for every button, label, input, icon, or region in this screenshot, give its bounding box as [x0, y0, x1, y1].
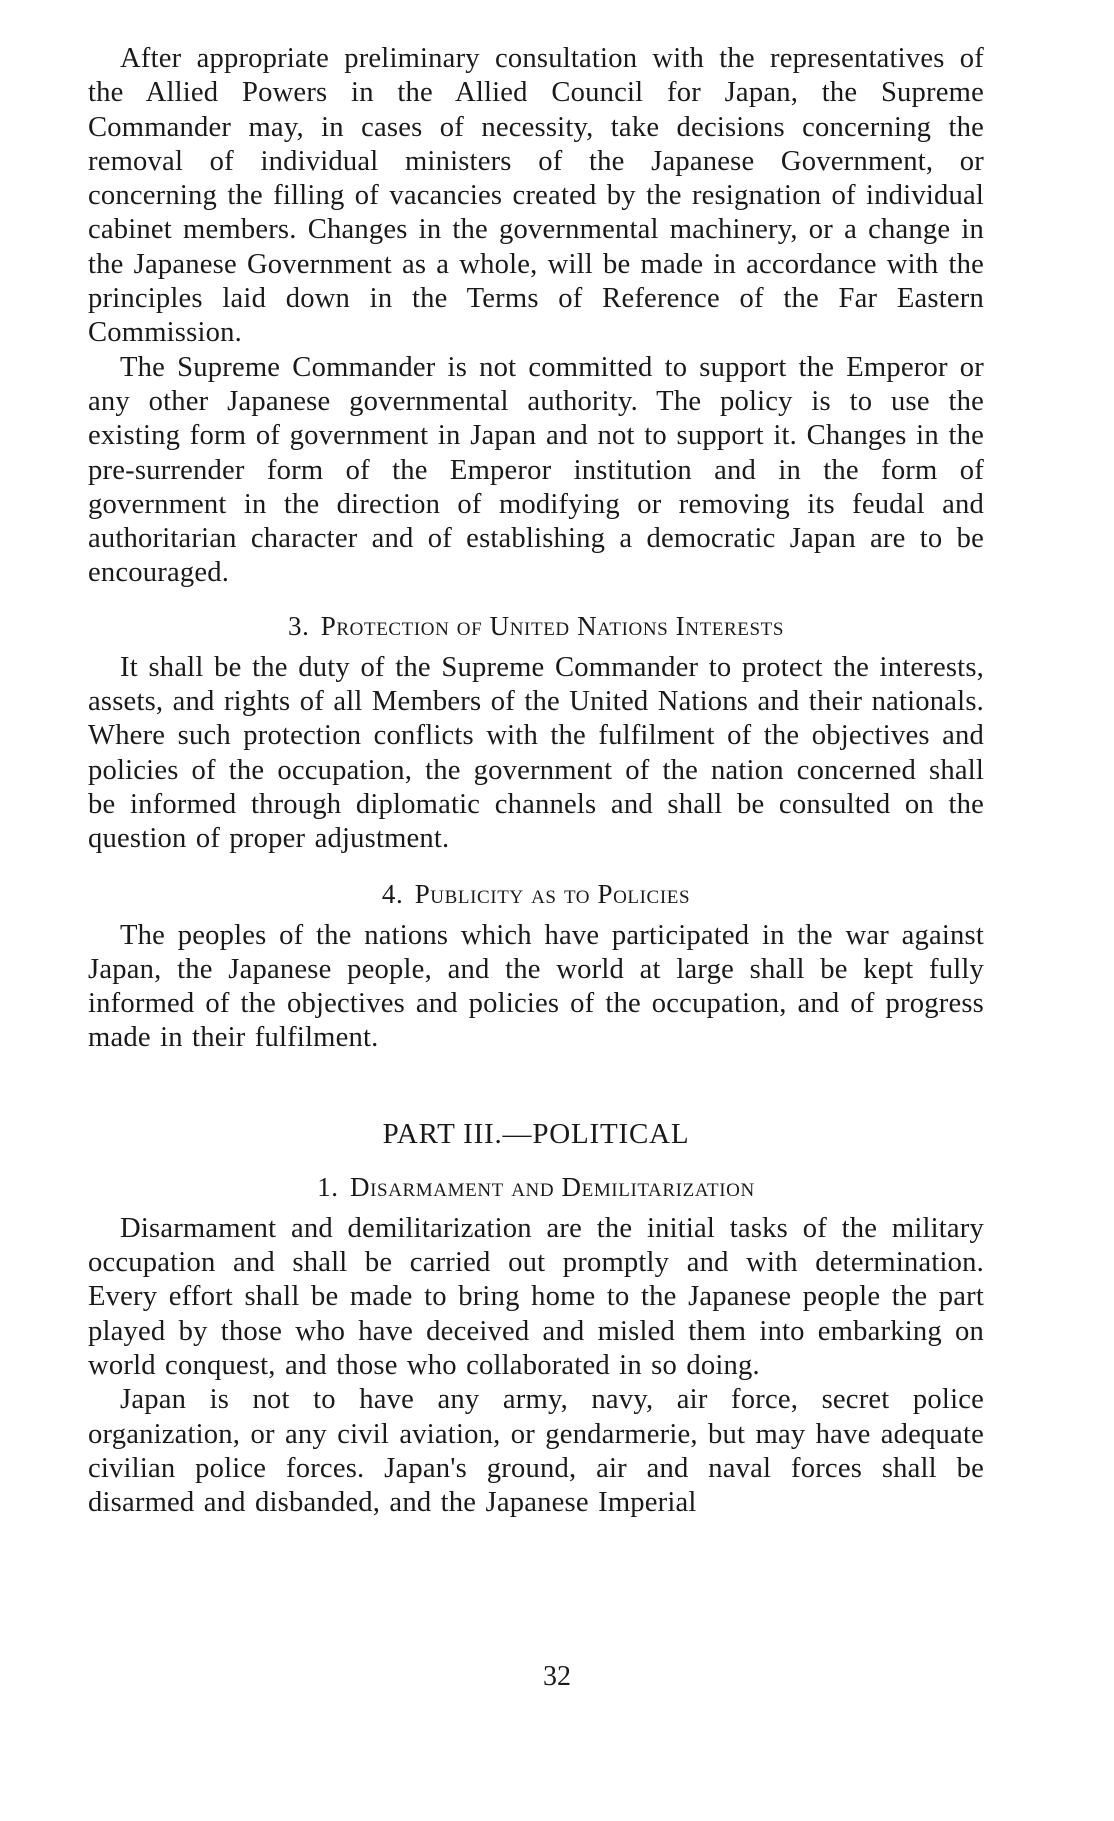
paragraph-disarmament: Disarmament and demilitarization are the initial tasks of the military occupation and shall be carried out promptly and with determination. Every effort shall be made to bring home to the Japanese people the part played by those who have deceived and misled them into embarking on world conquest, and those who collaborated in so doing.	[88, 1212, 984, 1381]
paragraph-allied-council-consultation: After appropriate preliminary consultation with the representatives of the Allied Powers in the Allied Council for Japan, the Supreme Commander may, in cases of necessity, take decisions concerning the removal of individual ministers of the Japanese Government, or concerning the filling of vacancies created by the resignation of individual cabinet members. Changes in the governmental machinery, or a change in the Japanese Government as a whole, will be made in accordance with the principles laid down in the Terms of Reference of the Far Eastern Commission.	[88, 43, 984, 349]
section-heading-disarmament	[88, 1170, 984, 1204]
paragraph-publicity: The peoples of the nations which have participated in the war against Japan, the Japanese people, and the world at large shall be kept fully informed of the objectives and policies of the occupation, and of progress made in their fulfilment.	[88, 919, 984, 1054]
section-number: 3.	[287, 610, 310, 641]
section-title: Disarmament and Demilitarization	[350, 1171, 755, 1202]
section-title: Protection of United Nations Interests	[320, 610, 785, 641]
section-title: Publicity as to Policies	[414, 878, 691, 909]
paragraph-armed-forces: Japan is not to have any army, navy, air force, secret police organization, or any civil aviation, or gendarmerie, but may have adequate civilian police forces. Japan's ground, air and naval forces shall be disarmed and disbanded, and the Japanese Imperial	[88, 1384, 984, 1519]
part-title: PART III.—POLITICAL	[382, 1117, 690, 1150]
page-number: 32	[543, 1661, 571, 1692]
section-heading-publicity	[88, 877, 984, 911]
paragraph-emperor-authority: The Supreme Commander is not committed to support the Emperor or any other Japanese governmental authority. The policy is to use the existing form of government in Japan and not to support it. Changes in the pre-surrender form of the Emperor institution and in the form of government in the direction of modifying or removing its feudal and authoritarian character and of establishing a democratic Japan are to be encouraged.	[88, 351, 984, 589]
paragraph-united-nations-interests: It shall be the duty of the Supreme Commander to protect the interests, assets, and rights of all Members of the United Nations and their nationals. Where such protection conflicts with the fulfilment of the objectives and policies of the occupation, the government of the nation concerned shall be informed through diplomatic channels and shall be consulted on the question of proper adjustment.	[88, 651, 984, 855]
section-number: 1.	[317, 1171, 339, 1202]
section-heading-protection	[88, 609, 984, 643]
document-page	[88, 42, 984, 1520]
section-number: 4.	[381, 878, 404, 909]
